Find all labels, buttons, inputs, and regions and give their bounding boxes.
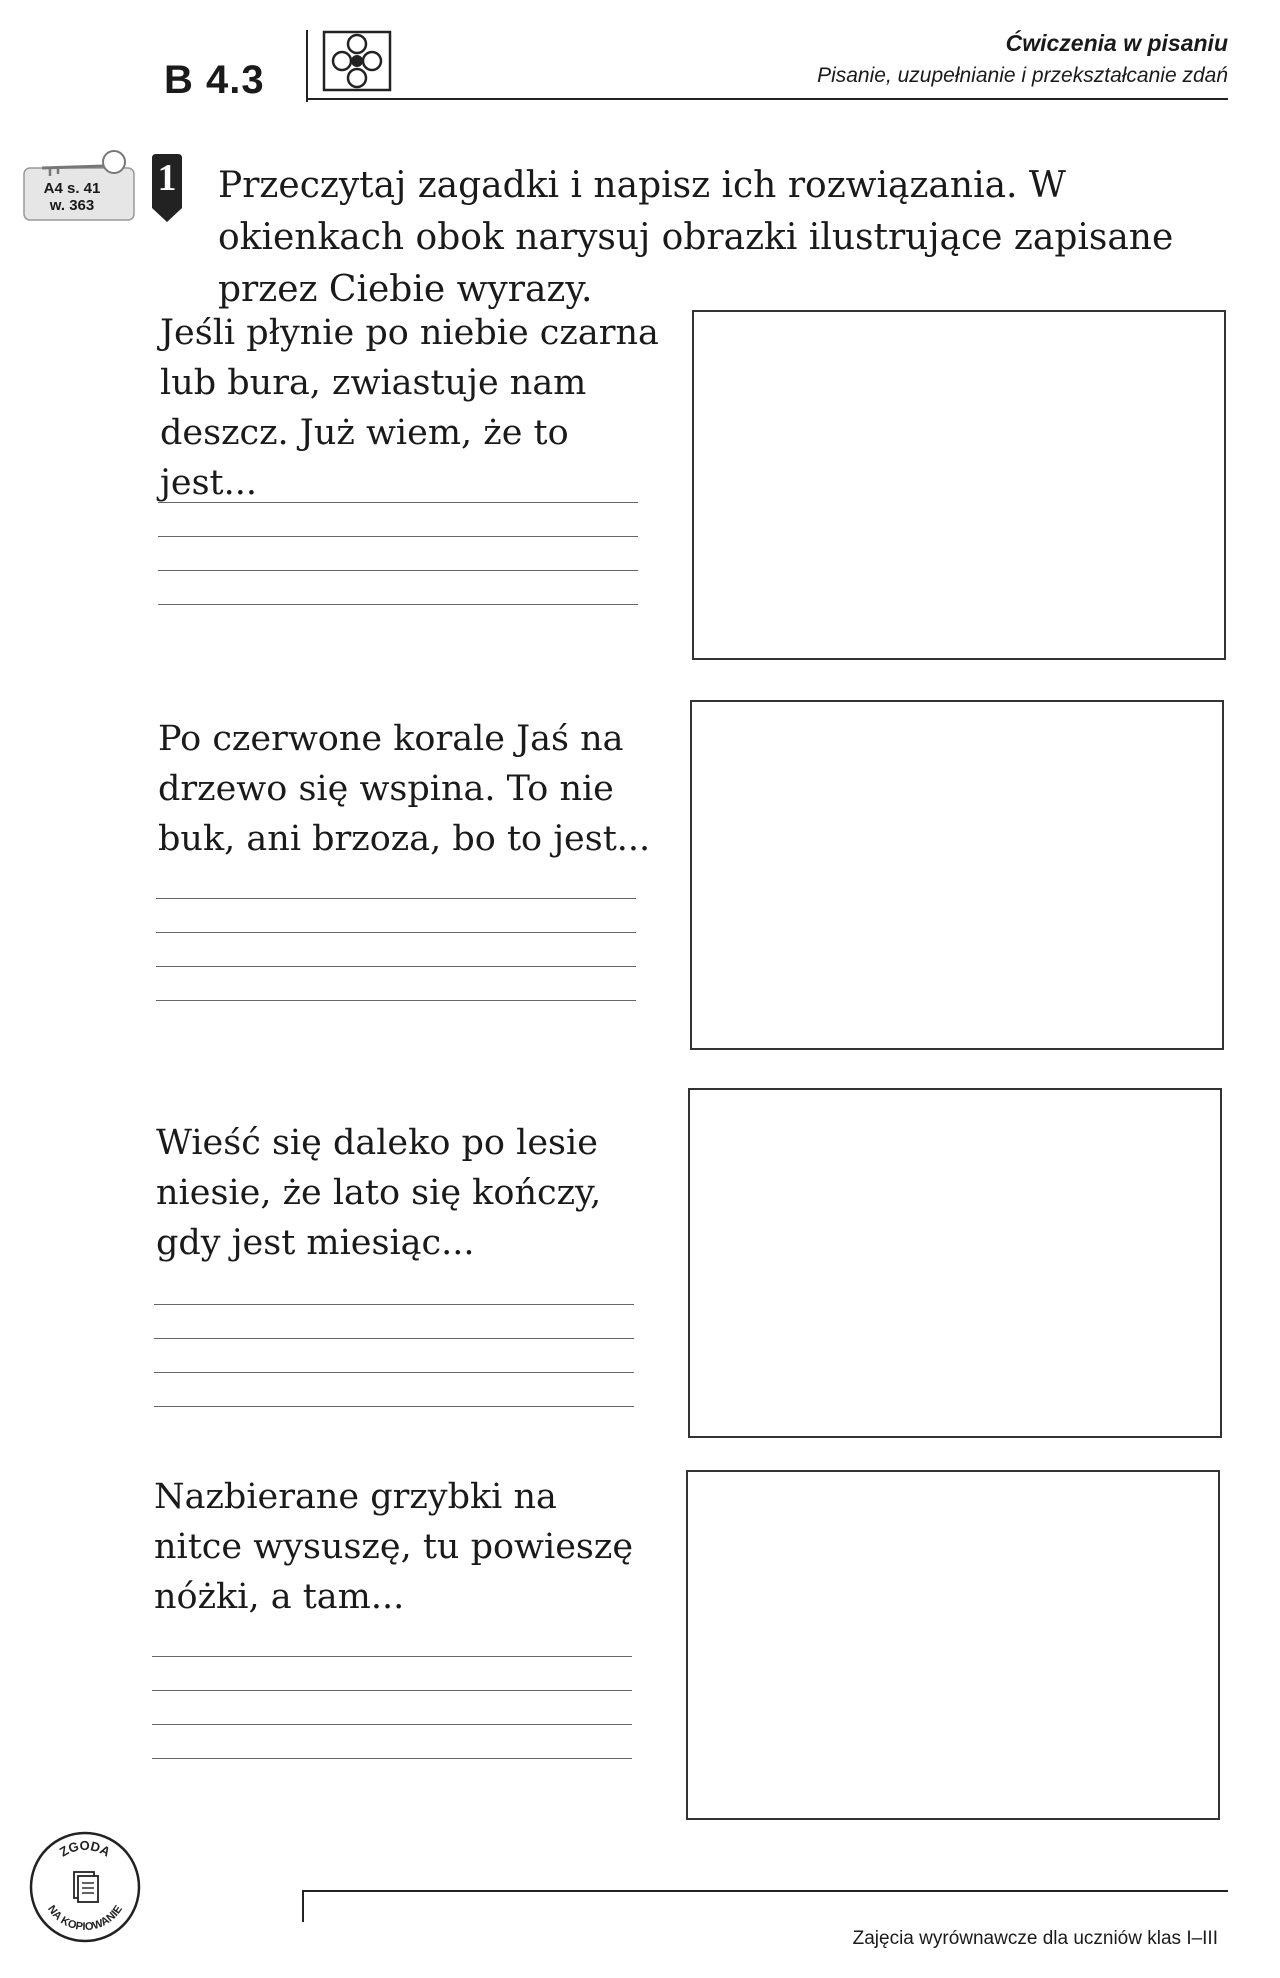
drawing-box-1[interactable] xyxy=(692,310,1226,660)
answer-line[interactable] xyxy=(154,1338,634,1339)
document-copies-icon xyxy=(74,1872,98,1902)
answer-line[interactable] xyxy=(152,1758,632,1759)
answer-line[interactable] xyxy=(154,1304,634,1305)
answer-line[interactable] xyxy=(158,604,638,605)
drawing-box-4[interactable] xyxy=(686,1470,1220,1820)
exercise-code: B 4.3 xyxy=(164,58,265,102)
answer-line[interactable] xyxy=(156,898,636,899)
answer-line[interactable] xyxy=(156,1000,636,1001)
section-title: Ćwiczenia w pisaniu xyxy=(1005,30,1228,56)
answer-line[interactable] xyxy=(152,1690,632,1691)
flower-icon xyxy=(322,30,392,92)
riddle-2-text: Po czerwone korale Jaś na drzewo się wspina. To nie buk, ani brzoza, bo to jest... xyxy=(158,719,651,859)
copy-permission-stamp xyxy=(28,1830,142,1944)
answer-line[interactable] xyxy=(156,966,636,967)
riddle-3-text: Wieść się daleko po lesie niesie, że lato się kończy, gdy jest miesiąc... xyxy=(156,1123,602,1263)
exercise-instruction: Przeczytaj zagadki i napisz ich rozwiązania. W okienkach obok narysuj obrazki ilustrujące zapisane przez Ciebie wyrazy. xyxy=(218,165,1174,310)
answer-line[interactable] xyxy=(156,932,636,933)
answer-line[interactable] xyxy=(158,570,638,571)
svg-text:NA KOPIOWANIE xyxy=(45,1903,125,1933)
answer-line[interactable] xyxy=(152,1656,632,1657)
footer-divider-horizontal xyxy=(302,1890,1228,1892)
reference-line-2: w. 363 xyxy=(49,197,95,214)
section-subtitle: Pisanie, uzupełnianie i przekształcanie zdań xyxy=(817,64,1228,87)
drawing-box-3[interactable] xyxy=(688,1088,1222,1438)
stamp-bottom-text: NA KOPIOWANIE xyxy=(45,1903,125,1934)
exercise-number: 1 xyxy=(157,157,177,199)
reference-line-1: A4 s. 41 xyxy=(43,180,101,197)
footer-divider-vertical xyxy=(302,1890,304,1922)
answer-line[interactable] xyxy=(158,536,638,537)
reference-label xyxy=(26,180,118,214)
answer-line[interactable] xyxy=(152,1724,632,1725)
drawing-box-2[interactable] xyxy=(690,700,1224,1050)
header-divider-vertical xyxy=(306,30,308,102)
riddle-1-text: Jeśli płynie po niebie czarna lub bura, zwiastuje nam deszcz. Już wiem, że to jest... xyxy=(160,313,659,503)
header-divider-horizontal xyxy=(306,98,1228,100)
answer-line[interactable] xyxy=(158,502,638,503)
answer-line[interactable] xyxy=(154,1372,634,1373)
stamp-top-text: ZGODA xyxy=(56,1837,113,1860)
footer-text: Zajęcia wyrównawcze dla uczniów klas I–III xyxy=(852,1928,1218,1949)
riddle-4-text: Nazbierane grzybki na nitce wysuszę, tu powieszę nóżki, a tam... xyxy=(154,1477,634,1617)
svg-text:ZGODA xyxy=(57,1838,114,1860)
answer-line[interactable] xyxy=(154,1406,634,1407)
